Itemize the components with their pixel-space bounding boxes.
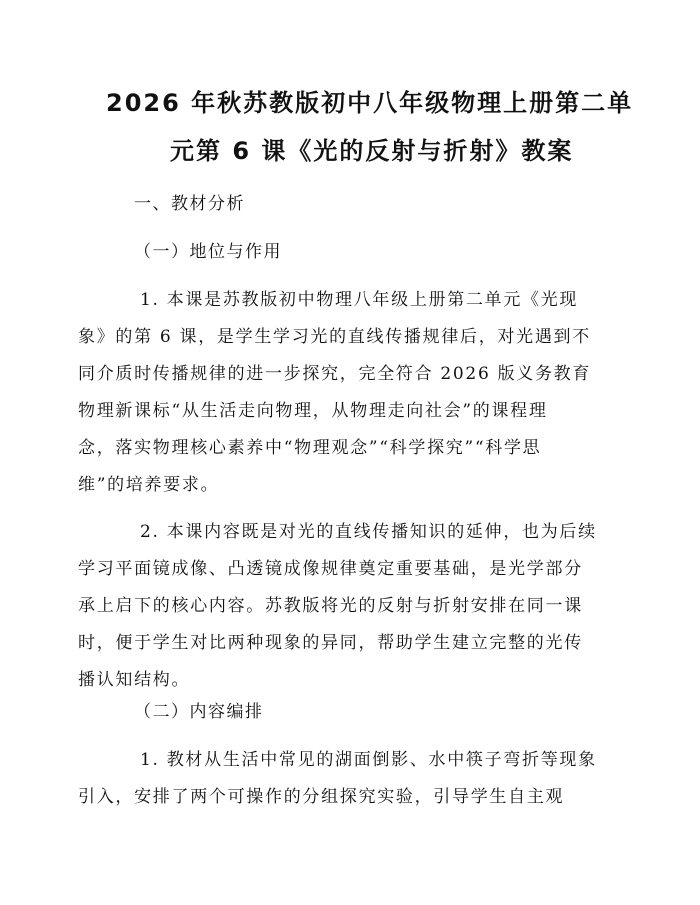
paragraph-2-line-4: 时，便于学生对比两种现象的异同，帮助学生建立完整的光传 [78,633,583,653]
document-title-line-1: 2026 年秋苏教版初中八年级物理上册第二单 [106,89,634,117]
section-heading-teaching-material-analysis: 一、教材分析 [134,194,245,214]
paragraph-2-line-2: 学习平面镜成像、凸透镜成像规律奠定重要基础，是光学部分 [78,559,583,579]
paragraph-3-line-1: 1. 教材从生活中常见的湖面倒影、水中筷子弯折等现象 [140,750,597,770]
paragraph-1-line-1: 1. 本课是苏教版初中物理八年级上册第二单元《光现 [140,290,579,310]
paragraph-3-line-2: 引入，安排了两个可操作的分组探究实验，引导学生自主观 [78,787,565,807]
paragraph-2-line-1: 2. 本课内容既是对光的直线传播知识的延伸，也为后续 [140,522,597,542]
paragraph-2-line-5: 播认知结构。 [78,670,191,690]
paragraph-1-line-3: 同介质时传播规律的进一步探究，完全符合 2026 版义务教育 [78,364,592,384]
document-title-line-2: 元第 6 课《光的反射与折射》教案 [170,137,574,165]
paragraph-2-line-3: 承上启下的核心内容。苏教版将光的反射与折射安排在同一课 [78,596,583,616]
paragraph-1-line-5: 念，落实物理核心素养中“物理观念”“科学探究”“科学思 [78,438,542,458]
paragraph-1-line-6: 维”的培养要求。 [78,475,220,495]
paragraph-1-line-4: 物理新课标“从生活走向物理，从物理走向社会”的课程理 [78,401,548,421]
paragraph-1-line-2: 象》的第 6 课，是学生学习光的直线传播规律后，对光遇到不 [78,327,591,347]
subsection-heading-content-arrangement: （二）内容编排 [134,702,264,722]
subsection-heading-position-and-role: （一）地位与作用 [134,242,282,262]
